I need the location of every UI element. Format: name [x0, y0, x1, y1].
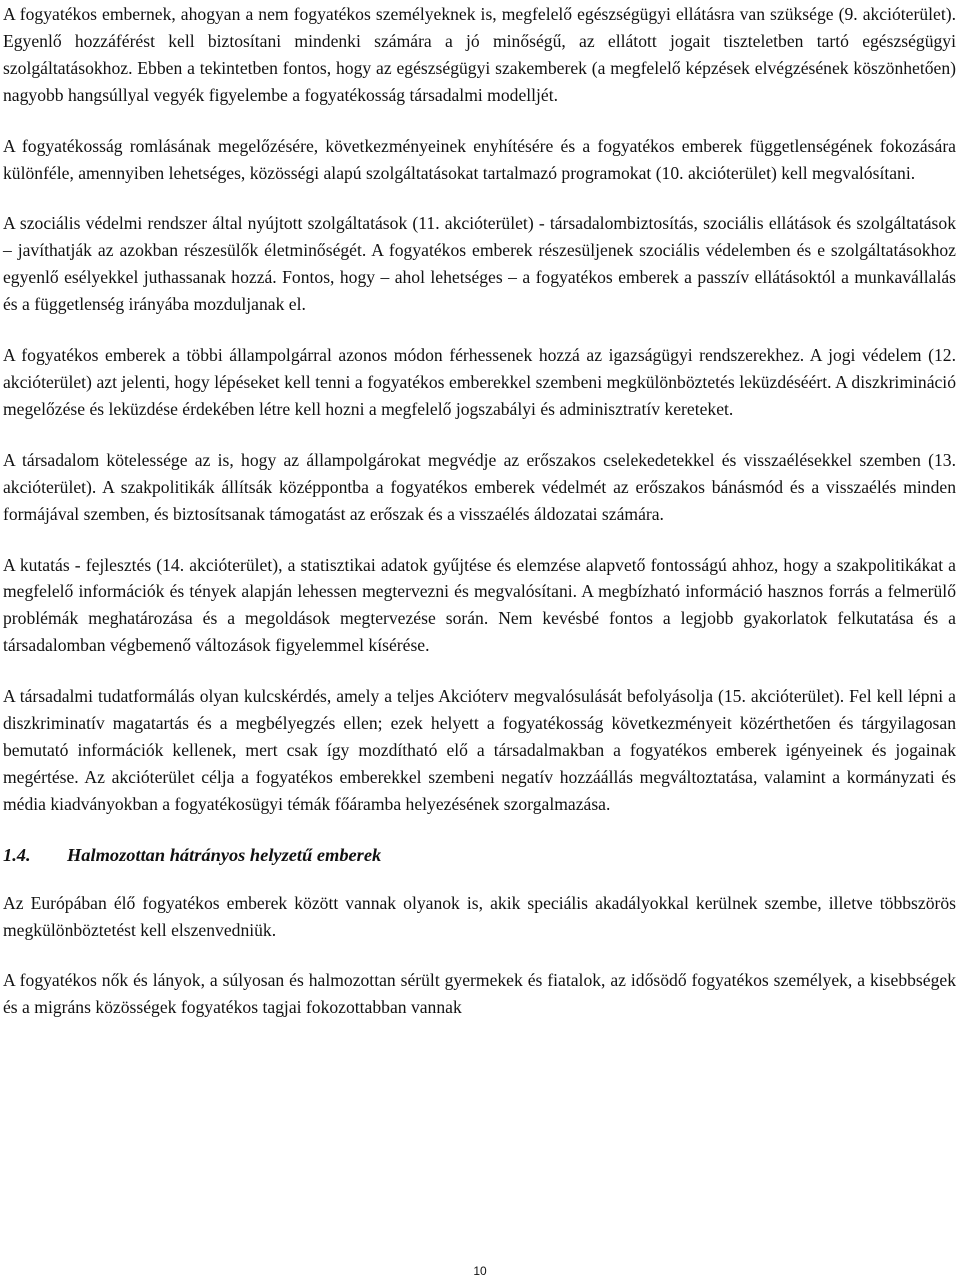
- page-number: 10: [473, 1264, 487, 1278]
- paragraph-social-protection: A szociális védelmi rendszer által nyújtott szolgáltatások (11. akcióterület) - társadalombiztosítás, szociális ellátások és szolgáltatások – javíthatják az azokban részesülők életminőségét. A fogyatékos emberek részesüljenek szociális védelemben és e szolgáltatásokhoz egyenlő esélyekkel juthassanak hozzá. Fontos, hogy – ahol lehetséges – a fogyatékos emberek a passzív ellátásoktól a munkavállalás és a függetlenség irányába mozduljanak el.: [3, 213, 956, 315]
- paragraph-awareness-raising: A társadalmi tudatformálás olyan kulcskérdés, amely a teljes Akcióterv megvalósulását befolyásolja (15. akcióterület). Fel kell lépni a diszkriminatív magatartás és a megbélyegzés ellen; ezek helyett a fogyatékosság következményeit közérthetően és tárgyilagosan bemutató információk kellenek, mert csak így mozdítható elő a társadalmakban a fogyatékos emberek igényeinek és jogainak megértése. Az akcióterület célja a fogyatékos emberekkel szembeni negatív hozzáállás megváltoztatása, valamint a kormányzati és média kiadványokban a fogyatékosügyi témák főáramba helyezésének szorgalmazása.: [3, 686, 956, 814]
- paragraph-legal-protection: A fogyatékos emberek a többi állampolgárral azonos módon férhessenek hozzá az igazságügyi rendszerekhez. A jogi védelem (12. akcióterület) azt jelenti, hogy lépéseket kell tenni a fogyatékos emberekkel szembeni megkülönböztetés leküzdéséért. A diszkrimináció megelőzése és leküzdése érdekében létre kell hozni a megfelelő jogszabályi és adminisztratív kereteket.: [3, 345, 956, 419]
- section-number: 1.4.: [3, 844, 31, 865]
- paragraph-vulnerable-groups: A fogyatékos nők és lányok, a súlyosan és halmozottan sérült gyermekek és fiatalok, az idősödő fogyatékos személyek, a kisebbségek és a migráns közösségek fogyatékos tagjai fokozottabban vannak: [3, 970, 956, 1018]
- document-page: [3, 1, 956, 1045]
- section-title: Halmozottan hátrányos helyzetű emberek: [67, 844, 382, 865]
- paragraph-community-services: A fogyatékosság romlásának megelőzésére, következményeinek enyhítésére és a fogyatékos emberek függetlenségének fokozására különféle, amennyiben lehetséges, közösségi alapú szolgáltatásokat tartalmazó programokat (10. akcióterület) kell megvalósítani.: [3, 135, 956, 183]
- paragraph-research-development: A kutatás - fejlesztés (14. akcióterület), a statisztikai adatok gyűjtése és elemzése alapvető fontosságú ahhoz, hogy a szakpolitikákat a megfelelő információk és tények alapján lehessen megtervezni és megvalósítani. A megbízható információ hasznos forrás a felmerülő problémák meghatározása és a megoldások megtervezése során. Nem kevésbé fontos a legjobb gyakorlatok felkutatása és a társadalomban végbemenő változások figyelemmel kísérése.: [3, 554, 956, 656]
- paragraph-multiple-disadvantage: Az Európában élő fogyatékos emberek között vannak olyanok is, akik speciális akadályokkal kerülnek szembe, illetve többszörös megkülönböztetést kell elszenvedniük.: [3, 892, 956, 940]
- paragraph-health-care: A fogyatékos embernek, ahogyan a nem fogyatékos személyeknek is, megfelelő egészségügyi ellátásra van szüksége (9. akcióterület). Egyenlő hozzáférést kell biztosítani mindenki számára a jó minőségű, az ellátott jogait tiszteletben tartó egészségügyi szolgáltatásokhoz. Ebben a tekintetben fontos, hogy az egészségügyi szakemberek (a megfelelő képzések elvégzésének köszönhetően) nagyobb hangsúllyal vegyék figyelembe a fogyatékosság társadalmi modelljét.: [3, 4, 956, 105]
- paragraph-violence-protection: A társadalom kötelessége az is, hogy az állampolgárokat megvédje az erőszakos cselekedetekkel és visszaélésekkel szemben (13. akcióterület). A szakpolitikák állítsák középpontba a fogyatékos emberek védelmét az erőszakos bánásmód és a visszaélés minden formájával szemben, és biztosítsanak támogatást az erőszak és a visszaélés áldozatai számára.: [3, 449, 956, 524]
- section-heading: [3, 842, 956, 868]
